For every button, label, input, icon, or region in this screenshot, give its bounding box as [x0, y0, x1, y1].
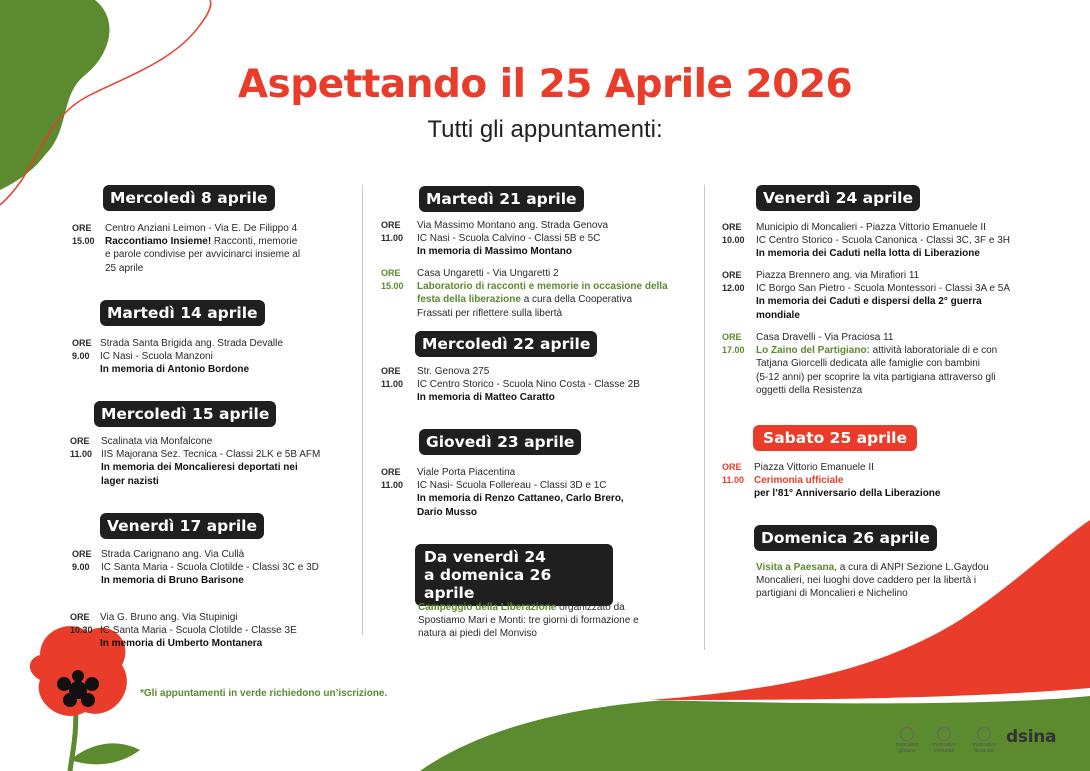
column-divider	[362, 185, 363, 635]
day-header: Venerdì 17 aprile	[100, 513, 264, 539]
column-divider	[704, 185, 705, 650]
day-header: Da venerdì 24 a domenica 26 aprile	[415, 544, 613, 606]
logo-moncalieri-terza-eta: moncalieri terza età	[970, 727, 998, 754]
logo-dsina: dsina	[1006, 727, 1057, 747]
day-header: Domenica 26 aprile	[754, 525, 937, 551]
footnote: *Gli appuntamenti in verde richiedono un’iscrizione.	[140, 688, 388, 699]
day-header: Martedì 14 aprile	[100, 300, 265, 326]
page-subtitle: Tutti gli appuntamenti:	[427, 116, 663, 143]
day-header: Giovedì 23 aprile	[419, 429, 581, 455]
day-header: Martedì 21 aprile	[419, 186, 584, 212]
logo-moncalieri-giovane: moncalieri giovane	[895, 727, 919, 754]
logo-moncalieri-comunita: moncalieri comunità	[930, 727, 958, 754]
day-header: Mercoledì 8 aprile	[103, 185, 275, 211]
day-header: Sabato 25 aprile	[753, 425, 917, 451]
day-header: Venerdì 24 aprile	[756, 185, 920, 211]
day-header: Mercoledì 22 aprile	[415, 331, 597, 357]
page-title: Aspettando il 25 Aprile 2026	[237, 62, 853, 107]
day-header: Mercoledì 15 aprile	[94, 401, 276, 427]
